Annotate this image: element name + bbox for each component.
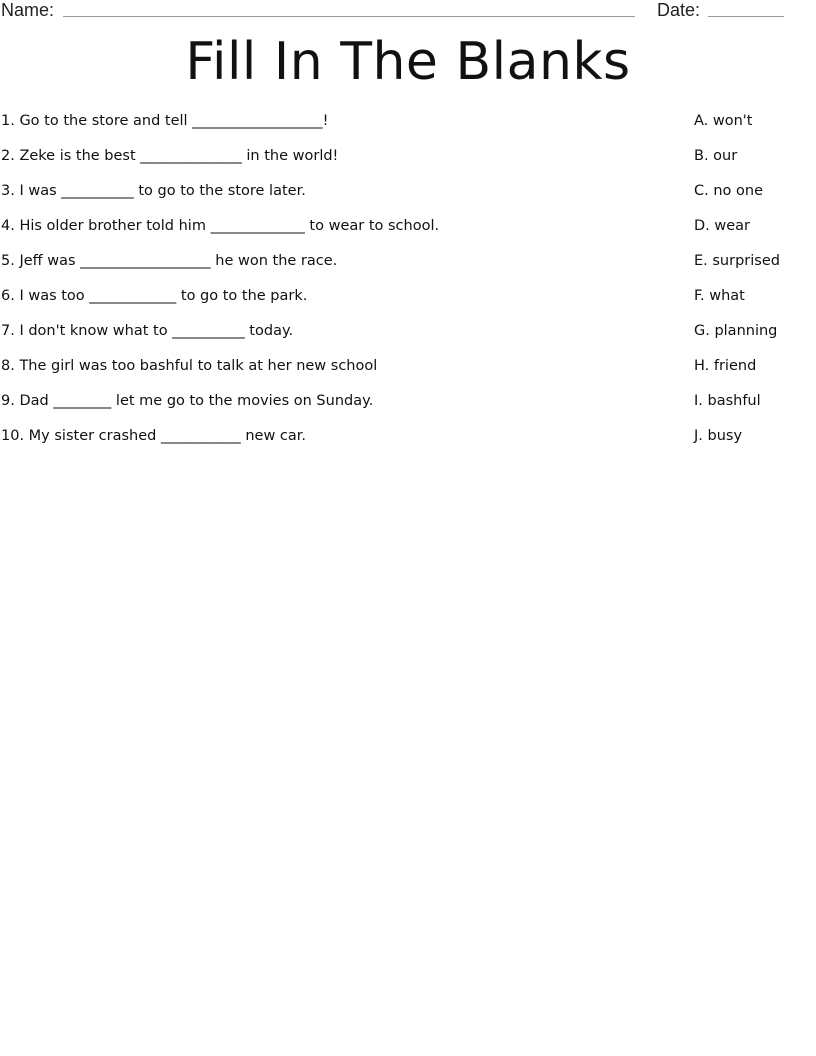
answer-option: A. won't bbox=[694, 113, 753, 129]
question-item: 6. I was too ____________ to go to the park. bbox=[1, 288, 308, 304]
question-item: 5. Jeff was __________________ he won the race. bbox=[1, 253, 338, 269]
answer-option: B. our bbox=[694, 148, 738, 164]
date-field-line[interactable] bbox=[708, 16, 784, 17]
question-item: 4. His older brother told him _____________ to wear to school. bbox=[1, 218, 440, 234]
question-item: 3. I was __________ to go to the store later. bbox=[1, 183, 306, 199]
answer-option: F. what bbox=[694, 288, 745, 304]
question-item: 1. Go to the store and tell __________________! bbox=[1, 113, 329, 129]
answer-option: C. no one bbox=[694, 183, 763, 199]
answer-bank bbox=[694, 111, 814, 461]
question-item: 10. My sister crashed ___________ new car. bbox=[1, 428, 307, 444]
name-label: Name: bbox=[1, 0, 55, 20]
page-title: Fill In The Blanks bbox=[185, 32, 631, 92]
answer-option: D. wear bbox=[694, 218, 751, 234]
question-item: 9. Dad ________ let me go to the movies on Sunday. bbox=[1, 393, 374, 409]
question-item: 7. I don't know what to __________ today. bbox=[1, 323, 294, 339]
answer-option: G. planning bbox=[694, 323, 778, 339]
question-list bbox=[1, 111, 681, 461]
name-field-line[interactable] bbox=[63, 16, 635, 17]
date-label: Date: bbox=[657, 0, 701, 20]
worksheet-header bbox=[0, 0, 816, 22]
question-item: 2. Zeke is the best ______________ in the world! bbox=[1, 148, 339, 164]
question-item: 8. The girl was too bashful to talk at her new school bbox=[1, 358, 378, 374]
answer-option: J. busy bbox=[694, 428, 743, 444]
answer-option: E. surprised bbox=[694, 253, 780, 269]
answer-option: H. friend bbox=[694, 358, 757, 374]
answer-option: I. bashful bbox=[694, 393, 761, 409]
